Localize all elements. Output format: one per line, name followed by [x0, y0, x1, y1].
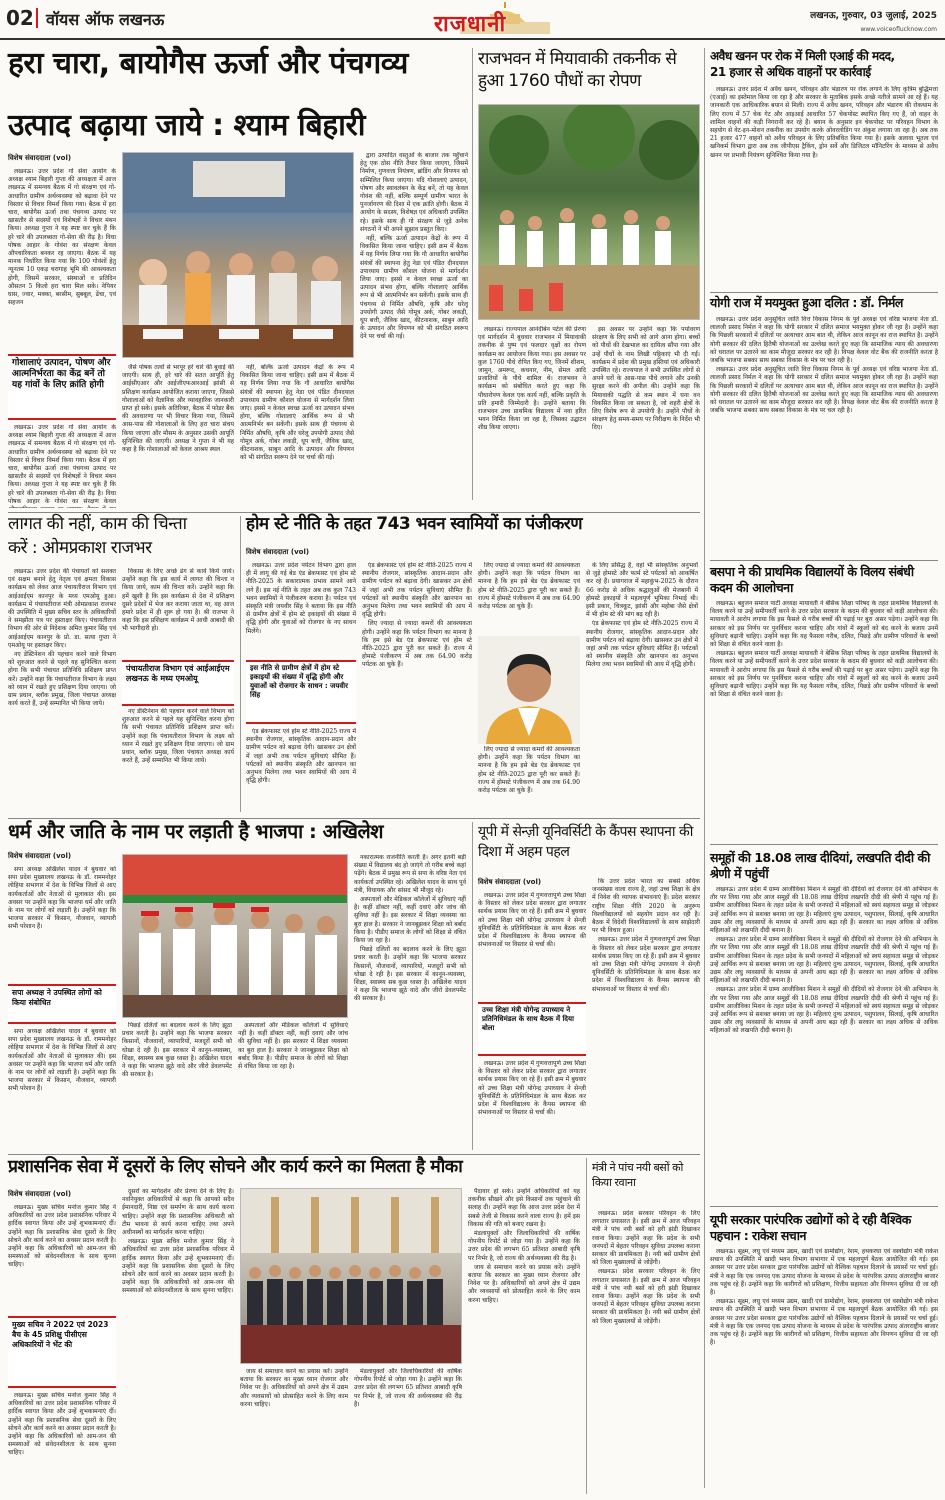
- story-column-1: लखनऊ। उत्तर प्रदेश पर्यटन विभाग द्वारा हाल ही में लागू की गई बेड एंड ब्रेकफास्ट एवं होम स्टे नीति-2025 के सकारात्मक प्रभाव सामने आने लगे हैं। इस नई नीति के तहत अब तक कुल 743 भवन स्वामियों ने पंजीकरण कराया है। पर्यटन एवं संस्कृति मंत्री जयवीर सिंह ने बताया कि इस नीति से ग्रामीण क्षेत्रों में होम स्टे इकाइयों की संख्या में वृद्धि होगी और युवाओं को रोजगार के नए साधन मिलेंगे।: [246, 562, 356, 635]
- headline-line-1: हरा चारा, बायोगैस ऊर्जा और पंचगव्य: [8, 46, 408, 81]
- story-body: लखनऊ। प्रदेश सरकार परिवहन के लिए लगातार प्रयासरत है। इसी क्रम में आज परिवहन मंत्री ने पांच नयी बसों को हरी झंडी दिखाकर रवाना किया। उन्होंने कहा कि प्रदेश के सभी जनपदों में बेहतर परिवहन सुविधा उपलब्ध कराना सरकार की प्राथमिकता है। नयी बसें ग्रामीण क्षेत्रों को जिला मुख्यालयों से जोड़ेंगी। लखनऊ। प्रदेश सरकार परिवहन के लिए लगातार प्रयासरत है। इसी क्रम में आज परिवहन मंत्री ने पांच नयी बसों को हरी झंडी दिखाकर रवाना किया। उन्होंने कहा कि प्रदेश के सभी जनपदों में बेहतर परिवहन सुविधा उपलब्ध कराना सरकार की प्राथमिकता है। नयी बसें ग्रामीण क्षेत्रों को जिला मुख्यालयों से जोड़ेंगी।: [592, 1210, 700, 1325]
- headline: बसपा ने की प्राथमिक विद्यालयों के विलय संबंधी कदम की आलोचना: [710, 564, 914, 595]
- column-rule: [472, 822, 473, 1150]
- story-lakhpati-didi: [710, 850, 938, 1202]
- story-column-4: के लिए प्रसिद्ध है, वहां भी सांस्कृतिक अनुभवों से जुड़े होमस्टे और फार्म स्टे पर्यटकों को आकर्षित कर रहे हैं। प्रयागराज में महाकुंभ-2025 के दौरान 66 करोड़ से अधिक श्रद्धालुओं की मेजबानी में होमस्टे इकाइयों ने महत्वपूर्ण भूमिका निभाई थी। इसी प्रकार, चित्रकूट, झांसी और महोबा जैसे क्षेत्रों में भी होम स्टे की मांग बढ़ रही है। एंड ब्रेकफास्ट एवं होम स्टे नीति-2025 राज्य में स्थानीय रोजगार, सांस्कृतिक आदान-प्रदान और ग्रामीण पर्यटन को बढ़ावा देगी। खासकर उन क्षेत्रों में जहां अभी तक पर्यटन सुविधाएं सीमित हैं। पर्यटकों को स्थानीय संस्कृति और खानपान का अनुभव मिलेगा तथा भवन स्वामियों की आय में वृद्धि होगी।: [586, 562, 698, 669]
- headline: समूहों की 18.08 लाख दीदियां, लखपति दीदी की श्रेणी में पहुंचीं: [710, 850, 930, 881]
- story-column-1b: सपा अध्यक्ष अखिलेश यादव ने बुधवार को सपा प्रदेश मुख्यालय लखनऊ के डॉ. राममनोहर लोहिया सभागार में देश के विभिन्न जिलों से आए कार्यकर्ताओं और नेताओं से मुलाकात की। इस अवसर पर उन्होंने कहा कि भाजपा धर्म और जाति के नाम पर लोगों को लड़ाती है। उन्होंने कहा कि भाजपा सरकार में किसान, नौजवान, व्यापारी सभी परेशान हैं।: [8, 1028, 116, 1093]
- story-ai-mining: [710, 50, 938, 290]
- story-rajbhavan: [478, 48, 700, 508]
- byline: विशेष संवाददाता (vol): [246, 548, 310, 556]
- section-divider: [710, 1206, 938, 1207]
- plantation-illustration: [479, 105, 700, 320]
- story-column-4: मंडलायुक्तों और जिलाधिकारियों की वार्षिक गोपनीय रिपोर्ट से जोड़ा गया है। उन्होंने कहा कि उत्तर प्रदेश की लगभग 65 प्रतिशत आबादी कृषि पर निर्भर है, जो राज्य की अर्थव्यवस्था की रीढ़ है।: [354, 1368, 462, 1408]
- pull-quote: गोशालाएं उत्पादन, पोषण और आत्मनिर्भरता का केंद्र बनें तो यह गांवों के लिए क्रांति होगी: [8, 354, 116, 420]
- byline: विशेष संवाददाता (vol): [8, 852, 72, 860]
- meeting-illustration: [123, 153, 354, 358]
- headline: धर्म और जाति के नाम पर लड़ाती है भाजपा : अखिलेश: [8, 820, 383, 843]
- pull-quote: इस नीति से ग्रामीण क्षेत्रों में होम स्टे इकाइयों की संख्या में वृद्धि होगी और युवाओं को रोजगार के साधन : जयवीर सिंह: [246, 660, 356, 724]
- story-new-buses: [592, 1160, 700, 1496]
- section-divider: [710, 560, 938, 561]
- story-column-2: जैसे पोषक तत्वों से भरपूर हरे चारे की बुवाई की जाएगी। साथ ही, हरे चारे की सतत आपूर्ति हेतु आईसीएआर और आईजीएफआरआई झांसी से प्रशिक्षण कार्यक्रम आयोजित कराया जाएगा, जिससे गोशालाओं को वैज्ञानिक और व्यावहारिक जानकारी प्राप्त हो सके। इसके अतिरिक्त, बैठक में फोडर बैंक की अवधारणा पर भी विचार किया गया, जिसमें आस-पास की गोशालाओं के लिए हरा चारा संचय किया जाएगा और मौसम के अनुसार उसकी आपूर्ति सुनिश्चित की जाएगी। अध्यक्ष ने गुप्ता ने भी यह कहा है कि गोशालाओं को केवल आश्रय स्थल: [122, 364, 234, 454]
- page-number: 02: [6, 6, 34, 30]
- minister-portrait: [478, 636, 580, 744]
- story-column-2: एंड ब्रेकफास्ट एवं होम स्टे नीति-2025 राज्य में स्थानीय रोजगार, सांस्कृतिक आदान-प्रदान और ग्रामीण पर्यटन को बढ़ावा देगी। खासकर उन क्षेत्रों में जहां अभी तक पर्यटन सुविधाएं सीमित हैं। पर्यटकों को स्थानीय संस्कृति और खानपान का अनुभव मिलेगा तथा भवन स्वामियों की आय में वृद्धि होगी। लिए ज्यादा से ज्यादा कमरों की आवश्यकता होगी। उन्होंने कहा कि पर्यटन विभाग का मानना है कि हम इसे बेड एंड ब्रेकफास्ट एवं होम स्टे नीति-2025 द्वारा पूरी कर सकते हैं। राज्य में होमस्टे पंजीकरण में अब तक 64.90 करोड़ पर्यटक आ चुके हैं।: [362, 562, 472, 669]
- headline-line-2: करें : ओमप्रकाश राजभर: [8, 538, 152, 558]
- story-column-1b: लखनऊ। मुख्य सचिव मनोज कुमार सिंह ने अधिकारियों का उत्तर प्रदेश प्रशासनिक परिवार में हार्दिक स्वागत किया और उन्हें शुभकामनाएं दीं। उन्होंने कहा कि प्रशासनिक सेवा दूसरों के लिए सोचने और कार्य करने का अवसर प्रदान करती है। उन्होंने कहा कि अधिकारियों को आम-जन की समस्याओं को संवेदनशीलता के साथ सुनना चाहिए।: [8, 1392, 116, 1457]
- story-body: लखनऊ। उत्तर प्रदेश अनुसूचित जाति वित्त विकास निगम के पूर्व अध्यक्ष एवं वरिष्ठ भाजपा नेता डॉ. लालजी प्रसाद निर्मल ने कहा कि योगी सरकार में दलित समाज भयमुक्त होकर जी रहा है। उन्होंने कहा कि पिछली सरकारों में दलितों पर अत्याचार आम बात थी, लेकिन आज कानून का राज स्थापित है। उन्होंने योगी सरकार की दलित हितैषी योजनाओं का उल्लेख करते हुए कहा कि सामाजिक न्याय की अवधारणा को धरातल पर उतारने का काम मौजूदा सरकार कर रही है। विपक्ष केवल वोट बैंक की राजनीति करता है जबकि भाजपा सबका साथ सबका विकास के मंत्र पर चल रही है। लखनऊ। उत्तर प्रदेश अनुसूचित जाति वित्त विकास निगम के पूर्व अध्यक्ष एवं वरिष्ठ भाजपा नेता डॉ. लालजी प्रसाद निर्मल ने कहा कि योगी सरकार में दलित समाज भयमुक्त होकर जी रहा है। उन्होंने कहा कि पिछली सरकारों में दलितों पर अत्याचार आम बात थी, लेकिन आज कानून का राज स्थापित है। उन्होंने योगी सरकार की दलित हितैषी योजनाओं का उल्लेख करते हुए कहा कि सामाजिक न्याय की अवधारणा को धरातल पर उतारने का काम मौजूदा सरकार कर रही है। विपक्ष केवल वोट बैंक की राजनीति करता है जबकि भाजपा सबका साथ सबका विकास के मंत्र पर चल रही है।: [710, 316, 938, 415]
- story-column-1: लखनऊ। मुख्य सचिव मनोज कुमार सिंह ने अधिकारियों का उत्तर प्रदेश प्रशासनिक परिवार में हार्दिक स्वागत किया और उन्हें शुभकामनाएं दीं। उन्होंने कहा कि प्रशासनिक सेवा दूसरों के लिए सोचने और कार्य करने का अवसर प्रदान करती है। उन्होंने कहा कि अधिकारियों को आम-जन की समस्याओं को संवेदनशीलता के साथ सुनना चाहिए।: [8, 1204, 116, 1269]
- headline: यूपी में सेन्ज़ी यूनिवर्सिटी के कैंपस स्थापना की दिशा में अहम पहल: [478, 824, 693, 860]
- story-column-1b: लखनऊ। उत्तर प्रदेश में गुणवत्तापूर्ण उच्च शिक्षा के विस्तार को लेकर प्रदेश सरकार द्वारा लगातार सार्थक प्रयास किए जा रहे हैं। इसी क्रम में बुधवार को उच्च शिक्षा मंत्री योगेन्द्र उपाध्याय ने सेन्ज़ी यूनिवर्सिटी के प्रतिनिधिमंडल के साथ बैठक कर प्रदेश में विश्वविद्यालय के कैंपस स्थापना की संभावनाओं पर विस्तार से चर्चा की।: [478, 1060, 586, 1117]
- column-rule: [586, 1158, 587, 1494]
- story-body: लखनऊ। उत्तर प्रदेश में ग्राम्य आजीविका मिशन ने समूहों की दीदियों को रोजगार देने की अभियान के तौर पर लिया गया और आज समूहों की 18.08 लाख दीदियां लखपति दीदी की श्रेणी में पहुंच गई हैं। ग्रामीण आजीविका मिशन के तहत प्रदेश के सभी जनपदों में महिलाओं को स्वयं सहायता समूह से जोड़कर उन्हें आर्थिक रूप से सशक्त बनाया जा रहा है। महिलाएं दुग्ध उत्पादन, पशुपालन, सिलाई, कृषि आधारित उद्यम और लघु व्यवसायों के माध्यम से अपनी आय बढ़ा रही हैं। सरकार का लक्ष्य अधिक से अधिक महिलाओं को लखपति दीदी बनाना है। लखनऊ। उत्तर प्रदेश में ग्राम्य आजीविका मिशन ने समूहों की दीदियों को रोजगार देने की अभियान के तौर पर लिया गया और आज समूहों की 18.08 लाख दीदियां लखपति दीदी की श्रेणी में पहुंच गई हैं। ग्रामीण आजीविका मिशन के तहत प्रदेश के सभी जनपदों में महिलाओं को स्वयं सहायता समूह से जोड़कर उन्हें आर्थिक रूप से सशक्त बनाया जा रहा है। महिलाएं दुग्ध उत्पादन, पशुपालन, सिलाई, कृषि आधारित उद्यम और लघु व्यवसायों के माध्यम से अपनी आय बढ़ा रही हैं। सरकार का लक्ष्य अधिक से अधिक महिलाओं को लखपति दीदी बनाना है। लखनऊ। उत्तर प्रदेश में ग्राम्य आजीविका मिशन ने समूहों की दीदियों को रोजगार देने की अभियान के तौर पर लिया गया और आज समूहों की 18.08 लाख दीदियां लखपति दीदी की श्रेणी में पहुंच गई हैं। ग्रामीण आजीविका मिशन के तहत प्रदेश के सभी जनपदों में महिलाओं को स्वयं सहायता समूह से जोड़कर उन्हें आर्थिक रूप से सशक्त बनाया जा रहा है। महिलाएं दुग्ध उत्पादन, पशुपालन, सिलाई, कृषि आधारित उद्यम और लघु व्यवसायों के माध्यम से अपनी आय बढ़ा रही हैं। सरकार का लक्ष्य अधिक से अधिक महिलाओं को लखपति दीदी बनाना है।: [710, 886, 938, 1035]
- story-column-3: नहीं, बल्कि ऊर्जा उत्पादन केंद्रों के रूप में विकसित किया जाना चाहिए। इसी क्रम में बैठक में यह निर्णय लिया गया कि गौ आधारित बायोगैस संयंत्रों की स्थापना हेतु नेडा एवं पंडित दीनदयाल उपाध्याय ग्रामीण कौशल योजना से मार्गदर्शन लिया जाए। इससे न केवल स्वच्छ ऊर्जा का उत्पादन संभव होगा, बल्कि गोशालाएं आर्थिक रूप से भी आत्मनिर्भर बन सकेंगी। इसके साथ ही पंचगव्य से निर्मित औषधि, कृषि और घरेलू उपयोगी उत्पाद जैसे गोमूत्र अर्क, गोबर लकड़ी, धूप बत्ती, जैविक खाद, कीटनाशक, साबुन आदि के उत्पादन और विपणन को भी संगठित स्वरूप देने पर चर्चा की गई।: [240, 364, 354, 462]
- headline: यूपी सरकार पारंपरिक उद्योगों को दे रही वैश्विक पहचान : राकेश सचान: [710, 1212, 911, 1243]
- story-body: लखनऊ। उत्तर प्रदेश में अवैध खनन, परिवहन और भंडारण पर रोक लगाने के लिए कृत्रिम बुद्धिमत्ता (एआई) का इस्तेमाल किया जा रहा है और सरकार के मुताबिक इसके अच्छे नतीजे सामने आ रहे हैं। यह जानकारी एक आधिकारिक बयान से मिली। राज्य में अवैध खनन, परिवहन और भंडारण की रोकथाम के लिए राज्य में 57 चेक गेट और आइआई आधारित 57 चेकपोस्ट स्थापित किए गए हैं, जो वाहन के शामिल वाहनों की कड़ी निगरानी कर रहे हैं। बयान के अनुसार इन चेकपोस्ट पर परिवहन विभाग के सहयोग से वेट-इन-मोशन तकनीक का उपयोग करके ओवरलोडिंग पर अंकुश लगाया जा रहा है। अब तक 21 हजार 477 वाहनों को अवैध परिवहन के लिए प्रतिबंधित किया गया है। इसके अलावा भूतत्व एवं खनिकर्म विभाग द्वारा अब तक जीपीएस ट्रैकिंग, ड्रोन सर्वे और डिजिटल मॉनिटरिंग के माध्यम से अवैध खनन पर प्रभावी नियंत्रण सुनिश्चित किया गया है।: [710, 86, 938, 159]
- story-column-2: पिछड़े दलितों का बदलाव करने के लिए झूठा प्रचार करती है। उन्होंने कहा कि भाजपा सरकार किसानों, नौजवानों, व्यापारियों, मजदूरों सभी को धोखा दे रही है। इस सरकार में कानून-व्यवस्था, शिक्षा, स्वास्थ्य सब कुछ ध्वस्त है। अखिलेश यादव ने कहा कि भाजपा झूठे वादे और जीरो डेवलपमेंट की सरकार है।: [122, 1022, 232, 1079]
- headline-line-2: उत्पाद बढ़ाया जाये : श्याम बिहारी: [8, 108, 365, 143]
- headline-line-1: लागत की नहीं, काम की चिन्ता: [8, 514, 187, 534]
- story-column-1: लखनऊ। राज्यपाल आनंदीबेन पटेल की प्रेरणा एवं मार्गदर्शन में बुधवार राजभवन में मियावाकी तकनीक से पुष्प एवं फलदार वृक्षों का रोपण कार्यक्रम का आयोजन किया गया। इस अवसर पर कुल 1760 पौधे रोपित किए गए, जिनमें शीशम, जामुन, अमरूद, कचनार, नीम, सेमल आदि प्रजातियों के पौधे शामिल थे। राजभवन ने कार्यक्रम को संबोधित करते हुए कहा कि पौधारोपण केवल एक कार्य नहीं, बल्कि प्रकृति के प्रति हमारी जिम्मेदारी है। उन्होंने बताया कि राजभवन उच्च प्राथमिक विद्यालय में नवा हरित भवन निर्मित किया जा रहा है, जिसका उद्घाटन शीघ्र किया जाएगा।: [478, 326, 586, 432]
- story-column-2: इस अवसर पर उन्होंने कहा कि पर्यावरण संरक्षण के लिए सभी को आगे आना होगा। बच्चों को पौधों की देखभाल का दायित्व सौंपा गया और उन्हें पौधों के नाम लिखी पट्टिकाएं भी दी गईं। कार्यक्रम में प्रदेश की प्रमुख हस्तियां एवं अधिकारी उपस्थित रहे। राज्यपाल ने सभी उपस्थित लोगों से अपने घरों के आस-पास पौधे लगाने और उनकी सुरक्षा करने की अपील की। उन्होंने कहा कि मियावाकी पद्धति से कम स्थान में घना वन विकसित किया जा सकता है, जो शहरी क्षेत्रों के लिए विशेष रूप से उपयोगी है। उन्होंने पौधों के संरक्षण हेतु समय-समय पर निरीक्षण के निर्देश भी दिए।: [592, 326, 700, 432]
- headline: होम स्टे नीति के तहत 743 भवन स्वामियों का पंजीकरण: [246, 514, 582, 534]
- story-university: [478, 822, 700, 1152]
- column-rule: [240, 516, 241, 812]
- story-column-4: नकारात्मक राजनीति करती है। अगर इतनी बड़ी संख्या में विद्यालय बंद हो जाएंगे तो गरीब बच्चे कहां पढ़ेंगे। बैठक में प्रमुख रूप से सपा के वरिष्ठ नेता एवं कार्यकर्ता उपस्थित रहे। अखिलेश यादव के साथ पूर्व मंत्री, विधायक और सांसद भी मौजूद रहे। अस्पतालों और मेडिकल कॉलेजों में सुविधाएं नहीं है। कहीं डॉक्टर नहीं, कहीं दवाएं और जांच की सुविधा नहीं है। इस सरकार में शिक्षा व्यवस्था का बुरा हाल है। सरकार ने जानबूझकर शिक्षा को बर्बाद किया है। पीडीए समाज के लोगों को शिक्षा से वंचित किया जा रहा है। पिछड़े दलितों का बदलाव करने के लिए झूठा प्रचार करती है। उन्होंने कहा कि भाजपा सरकार किसानों, नौजवानों, व्यापारियों, मजदूरों सभी को धोखा दे रही है। इस सरकार में कानून-व्यवस्था, शिक्षा, स्वास्थ्य सब कुछ ध्वस्त है। अखिलेश यादव ने कहा कि भाजपा झूठे वादे और जीरो डेवलपमेंट की सरकार है।: [354, 854, 466, 1003]
- group-photo-illustration: [241, 1189, 462, 1364]
- masthead-divider: [36, 8, 38, 28]
- story-column-1: लखनऊ। उत्तर प्रदेश में गुणवत्तापूर्ण उच्च शिक्षा के विस्तार को लेकर प्रदेश सरकार द्वारा लगातार सार्थक प्रयास किए जा रहे हैं। इसी क्रम में बुधवार को उच्च शिक्षा मंत्री योगेन्द्र उपाध्याय ने सेन्ज़ी यूनिवर्सिटी के प्रतिनिधिमंडल के साथ बैठक कर प्रदेश में विश्वविद्यालय के कैंपस स्थापना की संभावनाओं पर विस्तार से चर्चा की।: [478, 892, 586, 949]
- story-admin-service: [8, 1158, 582, 1496]
- website[interactable]: www.voiceoflucknow.com: [860, 26, 937, 33]
- story-column-4: द्वारा उत्पादित वस्तुओं के बाजार तक पहुँचाने हेतु एक ठोस नीति तैयार किया जाएगा, जिसमें निर्माण, गुणवत्ता नियंत्रण, ब्रांडिंग और विपणन को सम्मिलित किया जाएगा। यदि गोशालाएं उत्पादन, पोषण और स्वावलंबन के केंद्र बनें, तो यह केवल गोवंश की नहीं, बल्कि सम्पूर्ण ग्रामीण भारत के पुनर्जागरण की दिशा में एक क्रांति होगी। बैठक में आयोग के सदस्य, विशेषज्ञ एवं अधिकारी उपस्थित रहे। इसके साथ ही गो संरक्षण से जुड़े अनेक संगठनों ने भी अपने सुझाव प्रस्तुत किए। नहीं, बल्कि ऊर्जा उत्पादन केंद्रों के रूप में विकसित किया जाना चाहिए। इसी क्रम में बैठक में यह निर्णय लिया गया कि गौ आधारित बायोगैस संयंत्रों की स्थापना हेतु नेडा एवं पंडित दीनदयाल उपाध्याय ग्रामीण कौशल योजना से मार्गदर्शन लिया जाए। इससे न केवल स्वच्छ ऊर्जा का उत्पादन संभव होगा, बल्कि गोशालाएं आर्थिक रूप से भी आत्मनिर्भर बन सकेंगी। इसके साथ ही पंचगव्य से निर्मित औषधि, कृषि और घरेलू उपयोगी उत्पाद जैसे गोमूत्र अर्क, गोबर लकड़ी, धूप बत्ती, जैविक खाद, कीटनाशक, साबुन आदि के उत्पादन और विपणन को भी संगठित स्वरूप देने पर चर्चा की गई।: [360, 152, 468, 341]
- masthead: [0, 0, 945, 40]
- section-name: वॉयस ऑफ लखनऊ: [46, 10, 165, 29]
- section-divider: [710, 292, 938, 293]
- story-column-2: दूसरों का मार्गदर्शन और प्रेरणा देने के लिए है। नवनियुक्त अधिकारियों से कहा कि आपको सदैव ईमानदारी, निष्ठा एवं समर्पण के साथ कार्य करना चाहिए। उन्होंने कहा कि प्रशासनिक अधिकारी को टीम भावना से कार्य करना चाहिए तथा अपने अधीनस्थों का मार्गदर्शन करना चाहिए। लखनऊ। मुख्य सचिव मनोज कुमार सिंह ने अधिकारियों का उत्तर प्रदेश प्रशासनिक परिवार में हार्दिक स्वागत किया और उन्हें शुभकामनाएं दीं। उन्होंने कहा कि प्रशासनिक सेवा दूसरों के लिए सोचने और कार्य करने का अवसर प्रदान करती है। उन्होंने कहा कि अधिकारियों को आम-जन की समस्याओं को संवेदनशीलता के साथ सुनना चाहिए।: [122, 1188, 234, 1295]
- story-rakesh-sachan: [710, 1212, 938, 1494]
- dateline: लखनऊ, गुरुवार, 03 जुलाई, 2025: [810, 11, 937, 21]
- story-column-2b: नए डेस्टिनेशन की पहचान करने वाले विभाग को शुरुआत करने से पहले यह सुनिश्चित करना होगा कि सभी पंचायत प्रतिनिधि प्रशिक्षण प्राप्त करें। उन्होंने कहा कि पंचायतीराज विभाग के लक्ष्य को ध्यान में रखते हुए प्रशिक्षण दिया जाएगा। जो ग्राम प्रधान, ब्लॉक प्रमुख, जिला पंचायत अध्यक्ष कार्य करते हैं, उन्हें सम्मानित भी किया जाये।: [122, 708, 234, 765]
- logo-text: राजधानी: [434, 12, 507, 37]
- column-rule: [472, 48, 473, 500]
- headline-line-2: 21 हजार से अधिक वाहनों पर कार्रवाई: [710, 65, 871, 79]
- pull-quote: उच्च शिक्षा मंत्री योगेन्द्र उपाध्याय ने प्रतिनिधिमंडल के साथ बैठक में दिया बोला: [478, 1002, 586, 1056]
- story-column-1b: एंड ब्रेकफास्ट एवं होम स्टे नीति-2025 राज्य में स्थानीय रोजगार, सांस्कृतिक आदान-प्रदान और ग्रामीण पर्यटन को बढ़ावा देगी। खासकर उन क्षेत्रों में जहां अभी तक पर्यटन सुविधाएं सीमित हैं। पर्यटकों को स्थानीय संस्कृति और खानपान का अनुभव मिलेगा तथा भवन स्वामियों की आय में वृद्धि होगी।: [246, 728, 356, 785]
- byline: विशेष संवाददाता (vol): [8, 154, 72, 162]
- portrait-illustration: [478, 636, 580, 744]
- story-body: लखनऊ। बहुजन समाज पार्टी अध्यक्ष मायावती ने बेसिक शिक्षा परिषद के तहत प्राथमिक विद्यालयों के विलय करने या उन्हें समीपवर्ती करने के उत्तर प्रदेश सरकार के कदम की बुधवार को कड़ी आलोचना की। मायावती ने आरोप लगाया कि इस फैसले से गरीब बच्चों की पढ़ाई पर बुरा असर पड़ेगा। उन्होंने कहा कि सरकार को इस निर्णय पर पुनर्विचार करना चाहिए और गांवों में स्कूलों को बंद करने के बजाय उनमें सुविधाएं बढ़ानी चाहिए। उन्होंने कहा कि यह फैसला गरीब, दलित, पिछड़े और ग्रामीण परिवारों के बच्चों को शिक्षा से वंचित करने वाला है। लखनऊ। बहुजन समाज पार्टी अध्यक्ष मायावती ने बेसिक शिक्षा परिषद के तहत प्राथमिक विद्यालयों के विलय करने या उन्हें समीपवर्ती करने के उत्तर प्रदेश सरकार के कदम की बुधवार को कड़ी आलोचना की। मायावती ने आरोप लगाया कि इस फैसले से गरीब बच्चों की पढ़ाई पर बुरा असर पड़ेगा। उन्होंने कहा कि सरकार को इस निर्णय पर पुनर्विचार करना चाहिए और गांवों में स्कूलों को बंद करने के बजाय उनमें सुविधाएं बढ़ानी चाहिए। उन्होंने कहा कि यह फैसला गरीब, दलित, पिछड़े और ग्रामीण परिवारों के बच्चों को शिक्षा से वंचित करने वाला है।: [710, 600, 938, 699]
- section-divider: [8, 512, 700, 513]
- story-rajbhar: [8, 516, 238, 816]
- sp-meeting-photo: [122, 854, 348, 1018]
- section-divider: [8, 1154, 700, 1155]
- story-column-3: जाय से समाधान करने का प्रयास करें। उन्होंने बताया कि सरकार का मुख्य ध्यान रोजगार और निवेश पर है। अधिकारियों को अपने क्षेत्र में उद्यम और व्यवसायों को प्रोत्साहित करने के लिए काम करना चाहिए।: [240, 1368, 348, 1408]
- pull-quote: मुख्य सचिव ने 2022 एवं 2023 बैच के 45 प्रशिक्षु पीसीएस अधिकारियों ने भेंट की: [8, 1316, 116, 1388]
- section-divider: [710, 844, 938, 845]
- headline: राजभवन में मियावाकी तकनीक से हुआ 1760 पौधों का रोपण: [478, 49, 677, 91]
- plantation-photo: [478, 104, 700, 320]
- officers-group-photo: [240, 1188, 462, 1364]
- section-divider: [8, 818, 700, 819]
- headline: प्रशासनिक सेवा में दूसरों के लिए सोचने और कार्य करने का मिलता है मौका: [8, 1157, 463, 1177]
- story-gaushala: [8, 48, 468, 508]
- story-column-1: लखनऊ। उत्तर प्रदेश की पंचायतों को सशक्त एवं सक्षम बनाने हेतु नेतृत्व एवं क्षमता विकास कार्यक्रम को लेकर आज पंचायतीराज विभाग एवं आईआईएम कानपुर के मध्य एमओयू हुआ। कार्यक्रम में पंचायतीराज मंत्री ओमप्रकाश राजभर की उपस्थिति में मुख्य सचिव स्तर के अधिकारियों ने समझौता पत्र पर हस्ताक्षर किए। पंचायतीराज विभाग की ओर से निदेशक अमित कुमार सिंह एवं आईआईएम कानपुर के प्रो. डा. सत्या गुप्ता ने एमओयू पर हस्ताक्षर किए। नए डेस्टिनेशन की पहचान करने वाले विभाग को शुरुआत करने से पहले यह सुनिश्चित करना होगा कि सभी पंचायत प्रतिनिधि प्रशिक्षण प्राप्त करें। उन्होंने कहा कि पंचायतीराज विभाग के लक्ष्य को ध्यान में रखते हुए प्रशिक्षण दिया जाएगा। जो ग्राम प्रधान, ब्लॉक प्रमुख, जिला पंचायत अध्यक्ष कार्य करते हैं, उन्हें सम्मानित भी किया जाये।: [8, 568, 116, 708]
- story-column-5: पैदावार हो सके। उन्होंने अधिकारियों को यह तकनीक सीखने और इसे किसानों तक पहुंचाने की सलाह दी। उन्होंने कहा कि आज उत्तर प्रदेश देश में सबसे तेजी से विकास करने वाला राज्य है। हमें इस विकास की गति को बनाए रखना है। मंडलायुक्तों और जिलाधिकारियों की वार्षिक गोपनीय रिपोर्ट से जोड़ा गया है। उन्होंने कहा कि उत्तर प्रदेश की लगभग 65 प्रतिशत आबादी कृषि पर निर्भर है, जो राज्य की अर्थव्यवस्था की रीढ़ है। जाय से समाधान करने का प्रयास करें। उन्होंने बताया कि सरकार का मुख्य ध्यान रोजगार और निवेश पर है। अधिकारियों को अपने क्षेत्र में उद्यम और व्यवसायों को प्रोत्साहित करने के लिए काम करना चाहिए।: [468, 1188, 580, 1304]
- story-homestay: [246, 516, 700, 816]
- story-body: लखनऊ। सूक्ष्म, लघु एवं मध्यम उद्यम, खादी एवं ग्रामोद्योग, रेशम, हथकरघा एवं वस्त्रोद्योग मंत्री राकेश सचान की उपस्थिति में खादी भवन विभाग सभागार में एक महत्वपूर्ण बैठक आयोजित की गई। इस अवसर पर उत्तर प्रदेश सरकार द्वारा पारंपरिक उद्योगों को वैश्विक पहचान दिलाने के प्रयासों पर चर्चा हुई। मंत्री ने कहा कि एक जनपद एक उत्पाद योजना के माध्यम से प्रदेश के पारंपरिक उत्पाद अंतरराष्ट्रीय बाजार तक पहुंच रहे हैं। उन्होंने कहा कि कारीगरों को प्रशिक्षण, वित्तीय सहायता और विपणन सुविधा दी जा रही है। लखनऊ। सूक्ष्म, लघु एवं मध्यम उद्यम, खादी एवं ग्रामोद्योग, रेशम, हथकरघा एवं वस्त्रोद्योग मंत्री राकेश सचान की उपस्थिति में खादी भवन विभाग सभागार में एक महत्वपूर्ण बैठक आयोजित की गई। इस अवसर पर उत्तर प्रदेश सरकार द्वारा पारंपरिक उद्योगों को वैश्विक पहचान दिलाने के प्रयासों पर चर्चा हुई। मंत्री ने कहा कि एक जनपद एक उत्पाद योजना के माध्यम से प्रदेश के पारंपरिक उत्पाद अंतरराष्ट्रीय बाजार तक पहुंच रहे हैं। उन्होंने कहा कि कारीगरों को प्रशिक्षण, वित्तीय सहायता और विपणन सुविधा दी जा रही है।: [710, 1248, 938, 1347]
- headline-line-1: अवैध खनन पर रोक में मिली एआई की मदद,: [710, 49, 895, 63]
- sp-meeting-illustration: [123, 855, 348, 1018]
- story-akhilesh: [8, 822, 468, 1152]
- logo: [430, 2, 580, 36]
- byline: विशेष संवाददाता (vol): [478, 878, 542, 886]
- story-column-2: कि उत्तर प्रदेश भारत का सबसे अधिक जनसंख्या वाला राज्य है, जहां उच्च शिक्षा के क्षेत्र में निवेश की व्यापक संभावनाएं हैं। प्रदेश सरकार राष्ट्रीय शिक्षा नीति 2020 के अनुरूप विश्वविद्यालयों को सहयोग प्रदान कर रही है। बैठक में विदेशी विश्वविद्यालयों के साथ साझेदारी पर भी विचार हुआ। लखनऊ। उत्तर प्रदेश में गुणवत्तापूर्ण उच्च शिक्षा के विस्तार को लेकर प्रदेश सरकार द्वारा लगातार सार्थक प्रयास किए जा रहे हैं। इसी क्रम में बुधवार को उच्च शिक्षा मंत्री योगेन्द्र उपाध्याय ने सेन्ज़ी यूनिवर्सिटी के प्रतिनिधिमंडल के साथ बैठक कर प्रदेश में विश्वविद्यालय के कैंपस स्थापना की संभावनाओं पर विस्तार से चर्चा की।: [592, 878, 700, 993]
- story-column-1b: लखनऊ। उत्तर प्रदेश गो सेवा आयोग के अध्यक्ष श्याम बिहारी गुप्ता की अध्यक्षता में आज लखनऊ में समन्वय बैठक में गो संरक्षण एवं गो-आधारित ग्रामीण अर्थव्यवस्था को बढ़ावा देने पर विस्तार से विचार विमर्श किया गया। बैठक में हरा चारा, बायोगैस ऊर्जा तथा पंचगव्य उत्पाद पर खासतौर से सदस्यों एवं विशेषज्ञों ने विचार मंथन किया। अध्यक्ष गुप्ता ने यह स्पष्ट कर चुके हैं कि हरे चारे की उपलब्धता गो-सेवा की रीढ़ है। विधा पोषक आहार के गोवंश का संरक्षण केवल: [8, 424, 116, 505]
- story-column-2: विकास के लिए अच्छे ढंग से कार्य किये जाये। उन्होंने कहा कि इस कार्य में लागत की चिन्ता न किया जाये, काम की चिन्ता करें। उन्होंने कहा कि हमें खुशी है कि इस कार्यक्रम से देश में प्रशिक्षण दूसरे प्रदेशों में भेज कर कराया जाता था, वह आज हमारे प्रदेश में ही शुरू हो गया है। श्री राजभर ने कहा कि इस प्रशिक्षण कार्यक्रम में आधी आबादी की भी भागीदारी हो।: [122, 568, 234, 633]
- story-column-3: लिए ज्यादा से ज्यादा कमरों की आवश्यकता होगी। उन्होंने कहा कि पर्यटन विभाग का मानना है कि हम इसे बेड एंड ब्रेकफास्ट एवं होम स्टे नीति-2025 द्वारा पूरी कर सकते हैं। राज्य में होमस्टे पंजीकरण में अब तक 64.90 करोड़ पर्यटक आ चुके हैं।: [478, 562, 580, 611]
- story-column-1: सपा अध्यक्ष अखिलेश यादव ने बुधवार को सपा प्रदेश मुख्यालय लखनऊ के डॉ. राममनोहर लोहिया सभागार में देश के विभिन्न जिलों से आए कार्यकर्ताओं और नेताओं से मुलाकात की। इस अवसर पर उन्होंने कहा कि भाजपा धर्म और जाति के नाम पर लोगों को लड़ाती है। उन्होंने कहा कि भाजपा सरकार में किसान, नौजवान, व्यापारी सभी परेशान हैं।: [8, 866, 116, 931]
- pull-quote: सपा अध्यक्ष ने उपस्थित लोगों को किया संबोधित: [8, 984, 116, 1024]
- headline: योगी राज में मयमुक्त हुआ दलित : डॉ. निर्मल: [710, 295, 903, 310]
- headline: मंत्री ने पांच नयी बसों को किया रवाना: [592, 1161, 683, 1189]
- story-dalit: [710, 296, 938, 558]
- story-column-3: अस्पतालों और मेडिकल कॉलेजों में सुविधाएं नहीं है। कहीं डॉक्टर नहीं, कहीं दवाएं और जांच की सुविधा नहीं है। इस सरकार में शिक्षा व्यवस्था का बुरा हाल है। सरकार ने जानबूझकर शिक्षा को बर्बाद किया है। पीडीए समाज के लोगों को शिक्षा से वंचित किया जा रहा है।: [238, 1022, 348, 1071]
- byline: विशेष संवाददाता (vol): [8, 1190, 72, 1198]
- pull-quote: पंचायतीराज विभाग एवं आईआईएम लखनऊ के मध्य एमओयू: [122, 660, 234, 706]
- story-column-1: लखनऊ। उत्तर प्रदेश गो सेवा आयोग के अध्यक्ष श्याम बिहारी गुप्ता की अध्यक्षता में आज लखनऊ में समन्वय बैठक में गो संरक्षण एवं गो-आधारित ग्रामीण अर्थव्यवस्था को बढ़ावा देने पर विस्तार से विचार विमर्श किया गया। बैठक में हरा चारा, बायोगैस ऊर्जा तथा पंचगव्य उत्पाद पर खासतौर से सदस्यों एवं विशेषज्ञों ने विचार मंथन किया। अध्यक्ष गुप्ता ने यह स्पष्ट कर चुके हैं कि हरे चारे की उपलब्धता गो-सेवा की रीढ़ है। विधा पोषक आहार के गोवंश का संरक्षण केवल औपचारिकता बनकर रह जाएगा। बैठक में यह मानक निर्धारित किया गया कि 100 गोवंशों हेतु न्यूनतम 10 एकड़ चरागाह भूमि की आवश्यकता होगी, जिसमें सरकार, संस्थाओं व प्रतिदिन औसतन 5 किलो हरा चारा मिल सके। नेपियर घास, ज्वार, मक्का, बरसीम, सुबबूल, ढेंचा, एवं सहजन: [8, 168, 116, 307]
- meeting-photo: [122, 152, 354, 358]
- story-column-3b: लिए ज्यादा से ज्यादा कमरों की आवश्यकता होगी। उन्होंने कहा कि पर्यटन विभाग का मानना है कि हम इसे बेड एंड ब्रेकफास्ट एवं होम स्टे नीति-2025 द्वारा पूरी कर सकते हैं। राज्य में होमस्टे पंजीकरण में अब तक 64.90 करोड़ पर्यटक आ चुके हैं।: [478, 746, 580, 795]
- story-bsp: [710, 564, 938, 840]
- column-rule: [704, 48, 705, 1488]
